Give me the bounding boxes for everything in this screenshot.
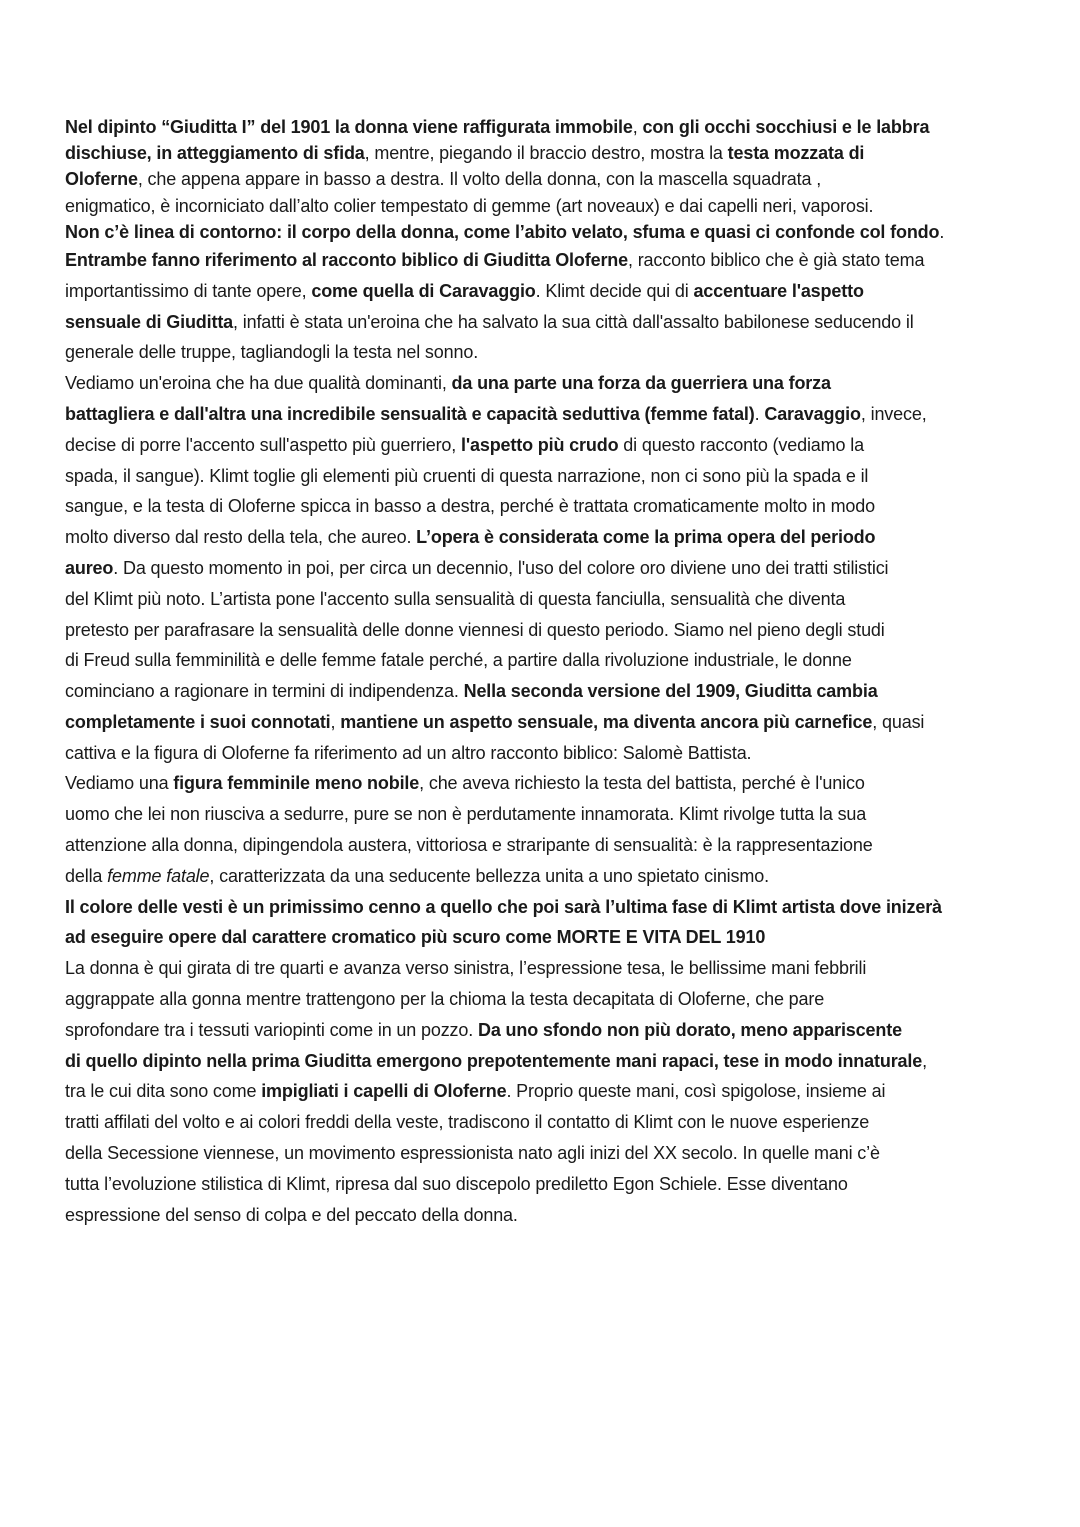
text-line bbox=[65, 193, 1025, 219]
text-run: di Freud sulla femminilità e delle femme fatale perché, a partire dalla rivoluzione industriale, le donne bbox=[65, 650, 852, 671]
text-run: sangue, e la testa di Oloferne spicca in basso a destra, perché è trattata cromaticamente molto in modo bbox=[65, 496, 875, 517]
text-run: attenzione alla donna, dipingendola austera, vittoriosa e straripante di sensualità: è la rappresentazione bbox=[65, 835, 873, 856]
text-run: spada, il sangue). Klimt toglie gli elementi più cruenti di questa narrazione, non ci sono più la spada e il bbox=[65, 465, 869, 486]
text-line bbox=[65, 337, 1025, 368]
text-line bbox=[65, 219, 1025, 245]
document-body bbox=[65, 114, 1025, 1230]
bold-text: Caravaggio bbox=[764, 403, 861, 424]
text-line bbox=[65, 522, 1025, 553]
text-run: di questo racconto (vediamo la bbox=[618, 434, 864, 455]
text-line bbox=[65, 1107, 1025, 1138]
bold-text: L’opera è considerata come la prima opera del periodo bbox=[416, 527, 876, 548]
text-line bbox=[65, 461, 1025, 492]
bold-text: testa mozzata di bbox=[727, 143, 865, 164]
text-run: , bbox=[330, 711, 341, 732]
text-run: . Proprio queste mani, così spigolose, insieme ai bbox=[506, 1081, 886, 1102]
bold-text: mantiene un aspetto sensuale, ma diventa ancora più carnefice bbox=[340, 711, 873, 732]
bold-text: come quella di Caravaggio bbox=[311, 280, 536, 301]
text-run: , bbox=[632, 117, 643, 137]
text-run: , che aveva richiesto la testa del battista, perché è l'unico bbox=[419, 773, 865, 794]
text-line bbox=[65, 491, 1025, 522]
bold-text: aureo bbox=[65, 557, 114, 578]
text-run: importantissimo di tante opere, bbox=[65, 280, 312, 301]
bold-text: Non c’è linea di contorno: il corpo della donna, come l’abito velato, sfuma e quasi ci confonde col fondo bbox=[65, 221, 940, 242]
bold-text: impigliati i capelli di Oloferne bbox=[261, 1081, 507, 1102]
text-run: La donna è qui girata di tre quarti e avanza verso sinistra, l’espressione tesa, le bellissime mani febbrili bbox=[65, 958, 867, 979]
text-run: , racconto biblico che è già stato tema bbox=[628, 249, 925, 270]
text-line bbox=[65, 707, 1025, 738]
text-line bbox=[65, 892, 1025, 923]
bold-text: completamente i suoi connotati bbox=[65, 711, 331, 732]
bold-text: figura femminile meno nobile bbox=[173, 773, 420, 794]
text-line bbox=[65, 399, 1025, 430]
text-run: sprofondare tra i tessuti variopinti come in un pozzo. bbox=[65, 1019, 478, 1040]
text-line bbox=[65, 953, 1025, 984]
text-run: Vediamo una bbox=[65, 773, 174, 794]
text-run: decise di porre l'accento sull'aspetto più guerriero, bbox=[65, 434, 461, 455]
bold-text: battagliera e dall'altra una incredibile sensualità e capacità seduttiva (femme fatal) bbox=[65, 403, 755, 424]
text-line bbox=[65, 114, 1025, 140]
bold-text: Nel dipinto “Giuditta I” del 1901 la donna viene raffigurata immobile bbox=[65, 117, 633, 137]
text-run: , infatti è stata un'eroina che ha salvato la sua città dall'assalto babilonese seducendo il bbox=[233, 311, 914, 332]
text-line bbox=[65, 584, 1025, 615]
bold-text: di quello dipinto nella prima Giuditta emergono prepotentemente mani rapaci, tese in modo innaturale bbox=[65, 1050, 923, 1071]
text-line bbox=[65, 645, 1025, 676]
text-run: cominciano a ragionare in termini di indipendenza. bbox=[65, 681, 464, 702]
text-run: della bbox=[65, 865, 108, 886]
text-line bbox=[65, 861, 1025, 892]
text-line bbox=[65, 1015, 1025, 1046]
text-run: , caratterizzata da una seducente bellezza unita a uno spietato cinismo. bbox=[209, 865, 769, 886]
bold-text: Da uno sfondo non più dorato, meno appariscente bbox=[477, 1019, 902, 1040]
text-run: della Secessione viennese, un movimento espressionista nato agli inizi del XX secolo. In quelle mani c’è bbox=[65, 1143, 880, 1164]
text-run: tra le cui dita sono come bbox=[65, 1081, 262, 1102]
text-line bbox=[65, 166, 1025, 192]
text-run: , quasi bbox=[872, 711, 925, 732]
text-line bbox=[65, 1076, 1025, 1107]
text-line bbox=[65, 799, 1025, 830]
text-line bbox=[65, 368, 1025, 399]
text-run: , che appena appare in basso a destra. Il volto della donna, con la mascella squadrata , bbox=[137, 169, 822, 190]
italic-text: femme fatale bbox=[107, 865, 210, 886]
text-run: tutta l’evoluzione stilistica di Klimt, ripresa dal suo discepolo prediletto Egon Schiele. Esse diventano bbox=[65, 1173, 848, 1194]
text-run: tratti affilati del volto e ai colori freddi della veste, tradiscono il contatto di Klimt con le nuove esperienze bbox=[65, 1112, 870, 1133]
text-line bbox=[65, 676, 1025, 707]
text-run: Vediamo un'eroina che ha due qualità dominanti, bbox=[65, 373, 452, 394]
text-run: , bbox=[922, 1050, 927, 1071]
text-line bbox=[65, 922, 1025, 953]
text-run: molto diverso dal resto della tela, che aureo. bbox=[65, 527, 417, 548]
bold-text: Nella seconda versione del 1909, Giuditta cambia bbox=[463, 681, 878, 702]
text-run: , invece, bbox=[860, 403, 927, 424]
text-line bbox=[65, 768, 1025, 799]
text-run: generale delle truppe, tagliandogli la testa nel sonno. bbox=[65, 342, 479, 363]
text-run: , mentre, piegando il braccio destro, mostra la bbox=[364, 143, 728, 164]
bold-text: ad eseguire opere dal carattere cromatico più scuro come MORTE E VITA DEL 1910 bbox=[65, 927, 766, 948]
text-run: . bbox=[939, 221, 945, 242]
text-line bbox=[65, 140, 1025, 166]
text-run: uomo che lei non riusciva a sedurre, pure se non è perdutamente innamorata. Klimt rivolge tutta la sua bbox=[65, 804, 867, 825]
text-line bbox=[65, 830, 1025, 861]
text-line bbox=[65, 984, 1025, 1015]
bold-text: Oloferne bbox=[65, 169, 138, 190]
text-run: cattiva e la figura di Oloferne fa riferimento ad un altro racconto biblico: Salomè Battista. bbox=[65, 742, 752, 763]
text-run: . bbox=[754, 403, 765, 424]
bold-text: sensuale di Giuditta bbox=[65, 311, 234, 332]
text-run: aggrappate alla gonna mentre trattengono per la chioma la testa decapitata di Oloferne, che pare bbox=[65, 989, 825, 1010]
text-run: pretesto per parafrasare la sensualità delle donne viennesi di questo periodo. Siamo nel pieno degli studi bbox=[65, 619, 885, 640]
text-line bbox=[65, 553, 1025, 584]
text-run: del Klimt più noto. L’artista pone l'accento sulla sensualità di questa fanciulla, sensualità che diventa bbox=[65, 588, 846, 609]
text-line bbox=[65, 1169, 1025, 1200]
bold-text: accentuare l'aspetto bbox=[693, 280, 864, 301]
text-line bbox=[65, 276, 1025, 307]
bold-text: dischiuse, in atteggiamento di sfida bbox=[65, 143, 365, 164]
text-line bbox=[65, 738, 1025, 769]
bold-text: da una parte una forza da guerriera una forza bbox=[451, 373, 831, 394]
text-line bbox=[65, 430, 1025, 461]
text-run: espressione del senso di colpa e del peccato della donna. bbox=[65, 1204, 518, 1225]
text-line bbox=[65, 307, 1025, 338]
text-run: . Klimt decide qui di bbox=[535, 280, 694, 301]
bold-text: Entrambe fanno riferimento al racconto biblico di Giuditta Oloferne bbox=[65, 249, 629, 270]
text-line bbox=[65, 615, 1025, 646]
text-line bbox=[65, 1046, 1025, 1077]
bold-text: con gli occhi socchiusi e le labbra bbox=[642, 117, 930, 137]
text-line bbox=[65, 1200, 1025, 1231]
bold-text: l'aspetto più crudo bbox=[461, 434, 619, 455]
text-line bbox=[65, 1138, 1025, 1169]
text-run: . Da questo momento in poi, per circa un decennio, l'uso del colore oro diviene uno dei tratti stilistici bbox=[113, 557, 889, 578]
bold-text: Il colore delle vesti è un primissimo cenno a quello che poi sarà l’ultima fase di Klimt artista dove inizerà bbox=[65, 896, 942, 917]
text-line bbox=[65, 245, 1025, 276]
text-run: enigmatico, è incorniciato dall’alto colier tempestato di gemme (art noveaux) e dai capelli neri, vaporosi. bbox=[65, 195, 874, 216]
